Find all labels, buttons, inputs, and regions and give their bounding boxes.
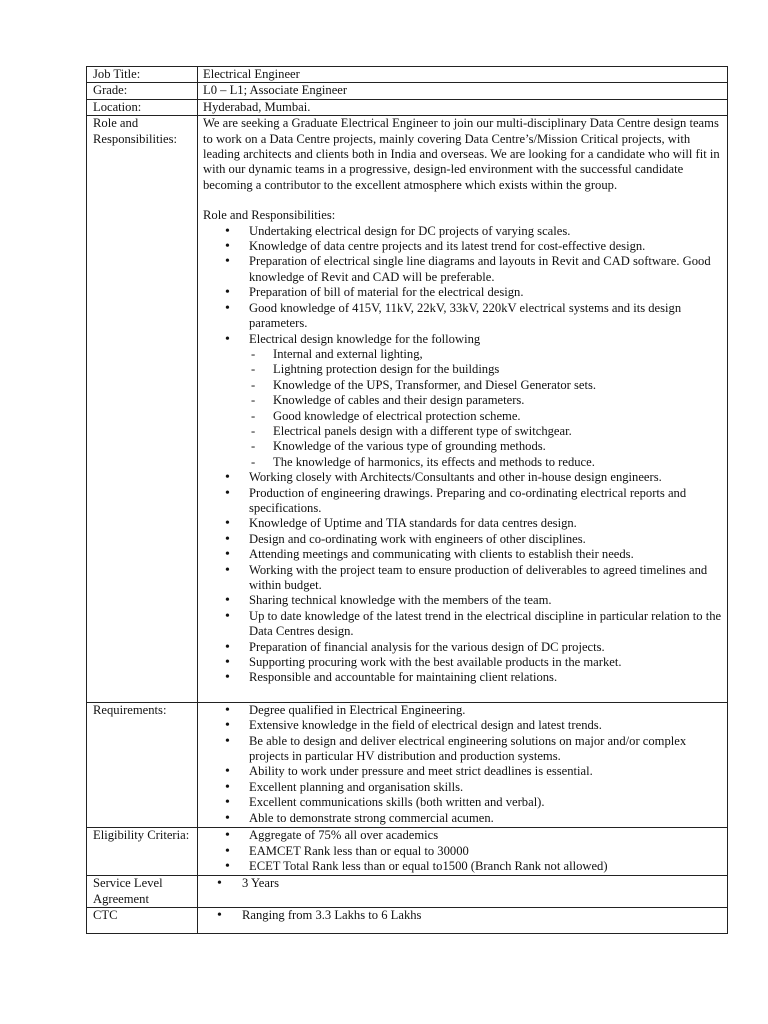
eligibility-content [198, 828, 728, 876]
list-item: • ECET Total Rank less than or equal to1500 (Branch Rank not allowed) [203, 859, 723, 874]
list-item: • Preparation of financial analysis for the various design of DC projects. [203, 640, 723, 655]
sla-label: Service Level Agreement [87, 876, 198, 908]
job-title-value: Electrical Engineer [198, 67, 728, 83]
job-title-label: Job Title: [87, 67, 198, 83]
row-ctc [87, 908, 728, 933]
sub-list-item: - Internal and external lighting, [249, 347, 723, 362]
requirements-label: Requirements: [87, 702, 198, 827]
location-value: Hyderabad, Mumbai. [198, 99, 728, 115]
row-job-title [87, 67, 728, 83]
sla-content [198, 876, 728, 908]
sub-list-item: - Electrical panels design with a different type of switchgear. [249, 424, 723, 439]
row-grade [87, 83, 728, 99]
role-list [203, 224, 723, 686]
list-item: • Good knowledge of 415V, 11kV, 22kV, 33kV, 220kV electrical systems and its design parameters. [203, 301, 723, 332]
list-item: • EAMCET Rank less than or equal to 30000 [203, 844, 723, 859]
row-eligibility [87, 828, 728, 876]
list-item: • Working with the project team to ensure production of deliverables to agreed timelines and within budget. [203, 563, 723, 594]
row-requirements [87, 702, 728, 827]
list-item: • Aggregate of 75% all over academics [203, 828, 723, 843]
list-item-with-sublist [203, 332, 723, 471]
list-item: • Preparation of electrical single line diagrams and layouts in Revit and CAD software. Good knowledge of Revit and CAD will be preferable. [203, 254, 723, 285]
sub-list-item: - Knowledge of the various type of grounding methods. [249, 439, 723, 454]
eligibility-list [203, 828, 723, 874]
sub-list-item: - Knowledge of cables and their design parameters. [249, 393, 723, 408]
list-item: • Production of engineering drawings. Preparing and co-ordinating electrical reports and specifications. [203, 486, 723, 517]
requirements-content [198, 702, 728, 827]
row-sla [87, 876, 728, 908]
ctc-list [203, 908, 723, 923]
sub-list [249, 347, 723, 470]
list-item: • Working closely with Architects/Consultants and other in-house design engineers. [203, 470, 723, 485]
job-description-table [86, 66, 728, 934]
list-item: • Able to demonstrate strong commercial acumen. [203, 811, 723, 826]
job-description-document [86, 66, 728, 934]
list-item-text: Electrical design knowledge for the following [249, 331, 481, 346]
list-item: • Design and co-ordinating work with engineers of other disciplines. [203, 532, 723, 547]
requirements-list [203, 703, 723, 826]
role-label: Role and Responsibilities: [87, 116, 198, 703]
eligibility-label: Eligibility Criteria: [87, 828, 198, 876]
sla-list [203, 876, 723, 891]
list-item: • Ranging from 3.3 Lakhs to 6 Lakhs [203, 908, 723, 923]
ctc-content [198, 908, 728, 933]
list-item: • Knowledge of data centre projects and its latest trend for cost-effective design. [203, 239, 723, 254]
sub-list-item: - The knowledge of harmonics, its effects and methods to reduce. [249, 455, 723, 470]
sub-list-item: - Knowledge of the UPS, Transformer, and Diesel Generator sets. [249, 378, 723, 393]
sub-list-item: - Lightning protection design for the buildings [249, 362, 723, 377]
sub-list-item: - Good knowledge of electrical protection scheme. [249, 409, 723, 424]
grade-value: L0 – L1; Associate Engineer [198, 83, 728, 99]
role-content [198, 116, 728, 703]
list-item: • Supporting procuring work with the best available products in the market. [203, 655, 723, 670]
row-location [87, 99, 728, 115]
list-item: • 3 Years [203, 876, 723, 891]
list-item: • Preparation of bill of material for the electrical design. [203, 285, 723, 300]
list-item: • Sharing technical knowledge with the members of the team. [203, 593, 723, 608]
row-role [87, 116, 728, 703]
list-item: • Extensive knowledge in the field of electrical design and latest trends. [203, 718, 723, 733]
grade-label: Grade: [87, 83, 198, 99]
list-item: • Excellent planning and organisation skills. [203, 780, 723, 795]
list-item: • Degree qualified in Electrical Engineering. [203, 703, 723, 718]
list-item: • Be able to design and deliver electrical engineering solutions on major and/or complex projects in particular HV distribution and production systems. [203, 734, 723, 765]
list-item: • Responsible and accountable for maintaining client relations. [203, 670, 723, 685]
list-item: • Ability to work under pressure and meet strict deadlines is essential. [203, 764, 723, 779]
location-label: Location: [87, 99, 198, 115]
list-item: • Up to date knowledge of the latest trend in the electrical discipline in particular relation to the Data Centres design. [203, 609, 723, 640]
ctc-label: CTC [87, 908, 198, 933]
list-item: • Knowledge of Uptime and TIA standards for data centres design. [203, 516, 723, 531]
role-subheading: Role and Responsibilities: [203, 208, 336, 223]
role-intro: We are seeking a Graduate Electrical Engineer to join our multi-disciplinary Data Centre design teams to work on a Data Centre projects, mainly covering Data Centre’s/Mission Critical projects, with leading architects and clients both in India and overseas. We are looking for a candidate who will fit in with our dynamic teams in a progressive, design-led environment with the successful candidate becoming a contributor to the excellent atmosphere which exists within the group. [203, 116, 720, 192]
list-item: • Attending meetings and communicating with clients to establish their needs. [203, 547, 723, 562]
list-item: • Undertaking electrical design for DC projects of varying scales. [203, 224, 723, 239]
list-item: • Excellent communications skills (both written and verbal). [203, 795, 723, 810]
